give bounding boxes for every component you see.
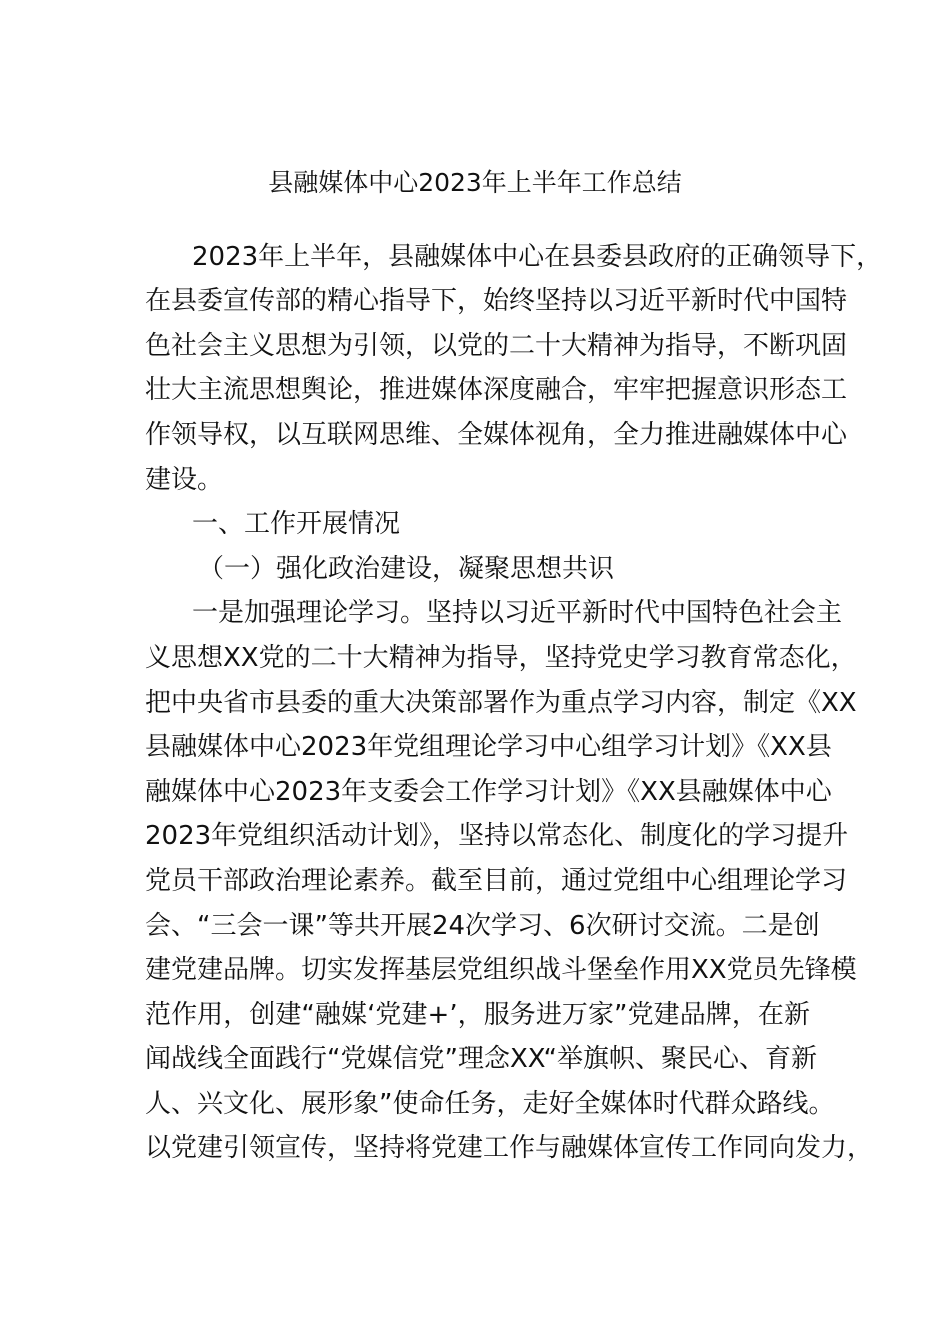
- paragraph-line: 人、兴文化、展形象”使命任务，走好全媒体时代群众路线。: [145, 1089, 835, 1119]
- document-title: 县融媒体中心2023年上半年工作总结: [268, 168, 682, 197]
- paragraph-line: 色社会主义思想为引领，以党的二十大精神为指导，不断巩固: [145, 331, 848, 361]
- paragraph-line: 在县委宣传部的精心指导下，始终坚持以习近平新时代中国特: [145, 286, 848, 316]
- paragraph-line: 一是加强理论学习。坚持以习近平新时代中国特色社会主: [192, 598, 843, 628]
- subsection-heading: （一）强化政治建设，凝聚思想共识: [198, 554, 615, 584]
- paragraph-line: 县融媒体中心2023年党组理论学习中心组学习计划》《XX县: [145, 732, 832, 762]
- paragraph-line: 2023年党组织活动计划》，坚持以常态化、制度化的学习提升: [145, 821, 849, 851]
- paragraph-line: 把中央省市县委的重大决策部署作为重点学习内容，制定《XX: [145, 688, 857, 718]
- paragraph-line: 作领导权，以互联网思维、全媒体视角，全力推进融媒体中心: [145, 420, 848, 450]
- paragraph-line: 以党建引领宣传，坚持将党建工作与融媒体宣传工作同向发力，: [145, 1133, 874, 1163]
- paragraph-line: 闻战线全面践行“党媒信党”理念XX“举旗帜、聚民心、育新: [145, 1044, 818, 1074]
- paragraph-line: 2023年上半年，县融媒体中心在县委县政府的正确领导下，: [192, 242, 883, 272]
- paragraph-line: 会、“三会一课”等共开展24次学习、6次研讨交流。二是创: [145, 911, 820, 941]
- paragraph-line: 融媒体中心2023年支委会工作学习计划》《XX县融媒体中心: [145, 777, 832, 807]
- section-heading: 一、工作开展情况: [192, 509, 401, 539]
- paragraph-line: 壮大主流思想舆论，推进媒体深度融合，牢牢把握意识形态工: [145, 375, 848, 405]
- paragraph-line: 建党建品牌。切实发挥基层党组织战斗堡垒作用XX党员先锋模: [145, 955, 857, 985]
- paragraph-line: 建设。: [145, 465, 224, 495]
- paragraph-line: 义思想XX党的二十大精神为指导，坚持党史学习教育常态化，: [145, 643, 857, 673]
- paragraph-line: 党员干部政治理论素养。截至目前，通过党组中心组理论学习: [145, 866, 848, 896]
- paragraph-line: 范作用，创建“融媒‘党建+’，服务进万家”党建品牌，在新: [145, 1000, 810, 1030]
